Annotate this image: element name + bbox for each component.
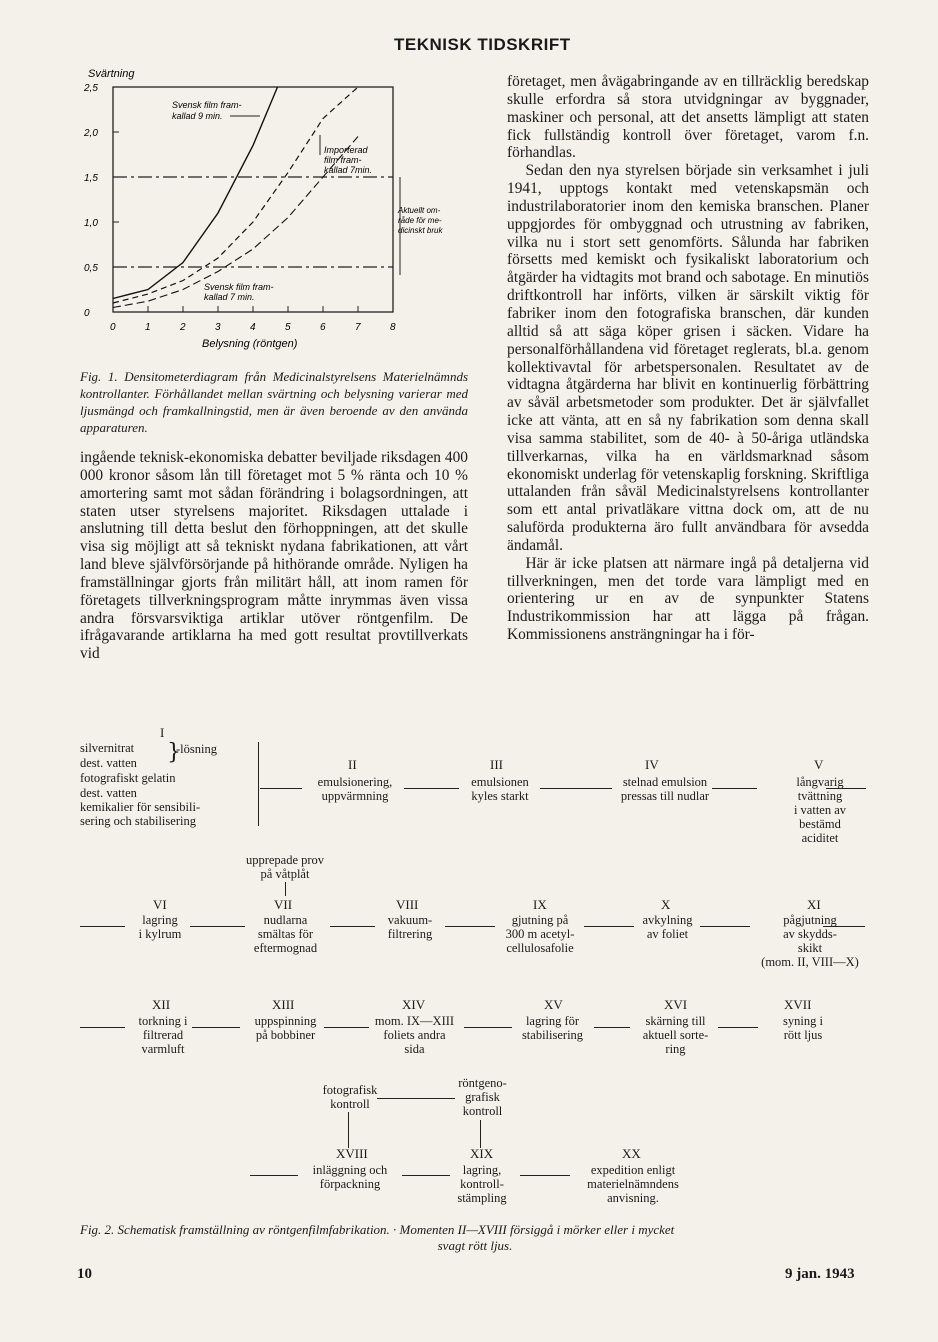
connector <box>826 788 866 789</box>
step-I-number: I <box>160 725 165 740</box>
connector <box>540 788 612 789</box>
step-III-text: emulsionen kyles starkt <box>471 775 529 803</box>
step-VII-number: VII <box>274 897 293 912</box>
step-IX-text: gjutning på 300 m acetyl- cellulosafolie <box>505 913 575 955</box>
step-I-line4: dest. vatten <box>80 786 137 800</box>
step-X-number: X <box>661 897 671 912</box>
step-XVII-text: syning i rött ljus <box>783 1014 823 1042</box>
connector <box>348 1112 349 1148</box>
x-tick-label: 2 <box>180 322 186 333</box>
step-I-line5: kemikalier för sensibili- <box>80 800 201 814</box>
step-I-line3: fotografiskt gelatin <box>80 771 176 785</box>
label-aktuellt-line1: Aktuellt om- <box>398 206 441 215</box>
connector <box>445 926 495 927</box>
xray-control-text: röntgeno- grafisk kontroll <box>458 1076 507 1118</box>
brace-icon: } <box>167 740 181 765</box>
step-VI-text: lagring i kylrum <box>138 913 182 941</box>
label-svensk-9-line2: kallad 9 min. <box>172 111 223 121</box>
label-svensk-7-line1: Svensk film fram- <box>204 282 274 292</box>
step-XII-text: torkning i filtrerad varmluft <box>138 1014 188 1056</box>
step-VIII-number: VIII <box>396 897 419 912</box>
bracket-line <box>258 742 259 826</box>
connector <box>718 1027 758 1028</box>
chart-frame <box>113 87 393 312</box>
connector <box>250 1175 298 1176</box>
step-XIII-text: uppspinning på bobbiner <box>254 1014 317 1042</box>
step-XVII-number: XVII <box>784 997 812 1012</box>
y-tick-label: 1,5 <box>84 173 98 184</box>
step-IV-number: IV <box>645 757 659 772</box>
x-tick-label: 7 <box>355 322 361 333</box>
step-XV-number: XV <box>544 997 563 1012</box>
left-column-text <box>80 449 468 663</box>
fig2-caption-line2: svagt rött ljus. <box>437 1238 513 1253</box>
right-paragraph-1: företaget, men åvägabringande av en tillräcklig beredskap skulle erfordra så stora utvidgningar av byggnader, maskiner och personal, att det ansetts lämpligt att staten fick fullständig kontroll över företaget, varom f.n. förhandlas. <box>507 73 869 162</box>
x-tick-label: 3 <box>215 322 221 333</box>
label-importerad-line3: kallad 7min. <box>324 165 373 175</box>
connector <box>190 926 245 927</box>
connector <box>594 1027 630 1028</box>
x-tick-label: 8 <box>390 322 396 333</box>
step-I-losning: -lösning <box>176 742 217 756</box>
page-number: 10 <box>77 1266 92 1282</box>
connector <box>285 882 286 896</box>
connector <box>712 788 757 789</box>
step-V-number: V <box>814 757 824 772</box>
issue-date: 9 jan. 1943 <box>785 1266 855 1282</box>
repeated-test-text: upprepade prov på våtplåt <box>245 853 325 881</box>
step-XX-text: expedition enligt materielnämndens anvisning. <box>587 1163 679 1205</box>
y-tick-label: 0,5 <box>84 263 98 274</box>
step-I-line2: dest. vatten <box>80 756 137 770</box>
connector <box>520 1175 570 1176</box>
photo-control-text: fotografisk kontroll <box>322 1083 378 1111</box>
label-svensk-7-line2: kallad 7 min. <box>204 292 255 302</box>
connector <box>700 926 750 927</box>
left-paragraph: ingående teknisk-ekonomiska debatter beviljade riksdagen 400 000 kronor såsom lån till företaget mot 5 % ränta och 10 % amortering samt mot sådan förändring i bolagsordningen, att staten utser styrelsens majoritet. Riksdagen uttalade i anslutning till detta beslut den förhoppningen, att det skulle visa sig möjligt att så tekniskt nydana fabrikationen, att vårt land bleve självförsörjande på hithörande område. Nyligen ha framställningar gjorts från militärt håll, att inom ramen för företagets tillverkningsprogram måtte inrymmas även vissa andra försvarsviktiga artiklar utöver röntgenfilm. De ifrågavarande artiklarna ha med gott resultat provtillverkats vid <box>80 449 468 663</box>
step-XI-number: XI <box>807 897 821 912</box>
step-V-text: långvarig tvättning i vatten av bestämd aciditet <box>793 775 847 845</box>
label-aktuellt-line3: dicinskt bruk <box>398 226 443 235</box>
label-importerad-line2: film fram- <box>324 155 362 165</box>
step-X-text: avkylning av foliet <box>642 913 693 941</box>
step-VI-number: VI <box>153 897 167 912</box>
step-III-number: III <box>490 757 503 772</box>
step-XIII-number: XIII <box>272 997 295 1012</box>
step-II-text: emulsionering, uppvärmning <box>317 775 393 803</box>
step-XVIII-text: inläggning och förpackning <box>312 1163 388 1191</box>
y-axis-label: Svärtning <box>88 68 135 80</box>
connector <box>823 926 865 927</box>
step-VIII-text: vakuum- filtrering <box>387 913 433 941</box>
step-I-line1: silvernitrat <box>80 741 135 755</box>
step-XVI-text: skärning till aktuell sorte- ring <box>642 1014 709 1056</box>
x-tick-label: 0 <box>110 322 116 333</box>
step-XX-number: XX <box>622 1146 641 1161</box>
connector <box>404 788 459 789</box>
series-line-2 <box>113 87 358 303</box>
y-tick-label: 0 <box>84 308 90 319</box>
x-tick-label: 4 <box>250 322 256 333</box>
journal-title: TEKNISK TIDSKRIFT <box>394 35 571 54</box>
x-axis-label: Belysning (röntgen) <box>202 338 298 350</box>
step-VII-text: nudlarna smältas för eftermognad <box>253 913 318 955</box>
x-tick-label: 1 <box>145 322 151 333</box>
connector <box>480 1120 481 1148</box>
fig1-caption: Fig. 1. Densitometerdiagram från Medicinalstyrelsens Materielnämnds kontrollanter. Förhållandet mellan svärtning och belysning varierar med ljusmängd och framkallningstid, men är även beroende av den använda apparaturen. <box>80 369 468 435</box>
connector <box>192 1027 240 1028</box>
label-importerad-line1: Importerad <box>324 145 368 155</box>
step-XI-text: pågjutning av skydds- skikt (mom. II, VIII—X) <box>761 913 859 969</box>
step-XII-number: XII <box>152 997 171 1012</box>
connector <box>260 788 302 789</box>
step-XV-text: lagring för stabilisering <box>521 1014 584 1042</box>
step-XVIII-number: XVIII <box>336 1146 368 1161</box>
connector <box>80 1027 125 1028</box>
step-IV-text: stelnad emulsion pressas till nudlar <box>620 775 710 803</box>
right-column-text <box>507 73 869 644</box>
x-tick-label: 5 <box>285 322 291 333</box>
connector <box>80 926 125 927</box>
fig2-caption-line1: Fig. 2. Schematisk framställning av röntgenfilmfabrikation. · Momenten II—XVIII försiggå i mörker eller i mycket <box>80 1222 675 1237</box>
step-XIX-number: XIX <box>470 1146 494 1161</box>
right-paragraph-3: Här är icke platsen att närmare ingå på detaljerna vid tillverkningen, men det torde vara lämpligt med en orientering ur en av de synpunkter Statens Industrikommission har att lägga på frågan. Kommissionens ansträngningar ha i för- <box>507 554 869 644</box>
step-II-number: II <box>348 757 357 772</box>
step-XIV-number: XIV <box>402 997 426 1012</box>
right-paragraph-2: Sedan den nya styrelsen började sin verksamhet i juli 1941, upptogs kontakt med vetenskapsmän och industrilaboratorier inom den kemiska branschen. Planer uppgjordes för ombyggnad och utrustning av fabriken, vilka nu i stort sett genomförts. Sålunda har fabriken försetts med kemiskt och fysikaliskt laboratorium och åtgärder ha vidtagits mot brand och sabotage. En minutiös driftkontroll har införts, vilken är särskilt viktig för fabriker inom den fotografiska branschen, där kunden alltid så att säga köper grisen i säcken. Vidare ha personalförhållandena vid företaget reglerats, bl.a. genom kollektivavtal för arbetspersonalen. Resultatet av de vidtagna åtgärderna har blivit en kontinuerlig förbättring av såväl arbetsmetoder som produkter. Det är självfallet icke att vänta, att en så ny fabrikation som denna skall visa samma stabilitet, som de 40- à 50-åriga utländska tillverkarnas, vilka ha en världsmarknad såsom ekonomiskt underlag för vetenskaplig forskning. Skriftliga uttalanden från såväl Medicinalstyrelsens kontrollanter som ett antal privatläkare vittna dock om, att de nu saluförda produkterna äro fullt användbara för avsedda ändamål. <box>507 162 869 554</box>
y-tick-label: 2,5 <box>84 83 98 94</box>
y-tick-label: 1,0 <box>84 218 98 229</box>
x-tick-label: 6 <box>320 322 326 333</box>
y-tick-label: 2,0 <box>84 128 98 139</box>
step-XIV-text: mom. IX—XIII foliets andra sida <box>374 1014 455 1056</box>
step-XIX-text: lagring, kontroll- stämpling <box>457 1163 507 1205</box>
label-svensk-9-line1: Svensk film fram- <box>172 100 242 110</box>
step-I-line6: sering och stabilisering <box>80 814 196 828</box>
densitometer-chart <box>80 55 443 365</box>
label-aktuellt-line2: råde för me- <box>398 216 442 225</box>
step-IX-number: IX <box>533 897 547 912</box>
step-XVI-number: XVI <box>664 997 688 1012</box>
